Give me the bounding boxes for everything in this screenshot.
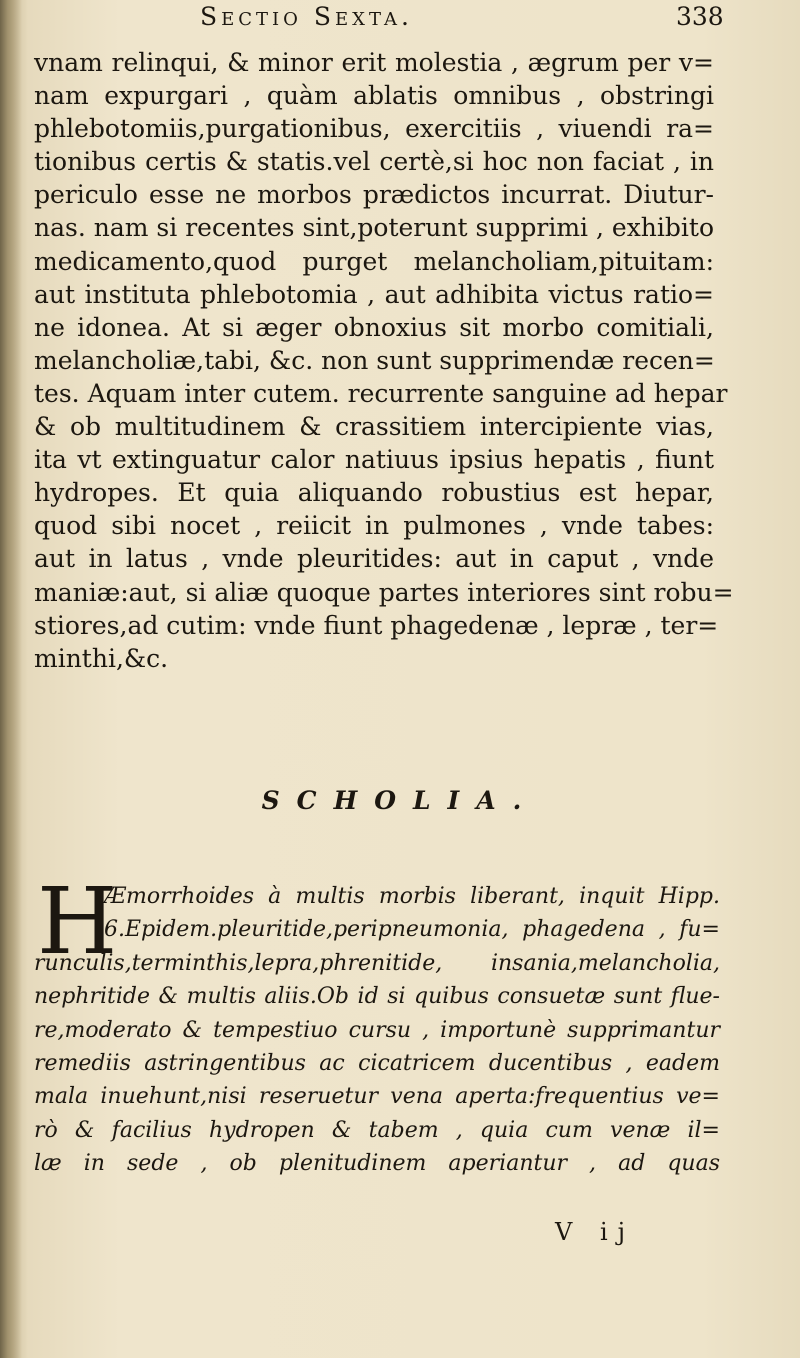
running-head: Sectio Sexta. <box>200 2 413 31</box>
signature-mark: V ij <box>555 1218 636 1246</box>
text-line: melancholiæ,tabi, &c. non sunt supprimendæ recen= <box>34 345 715 375</box>
page-number: 338 <box>676 2 724 31</box>
text-line: nas. nam si recentes sint,poterunt supprimi , exhibito <box>34 213 714 243</box>
scholia-line: nephritide & multis aliis.Ob id si quibus consuetæ sunt flue- <box>34 984 720 1010</box>
page-gutter-shadow <box>0 0 22 1358</box>
text-line: tionibus certis & statis.vel certè,si hoc non faciat , in <box>34 147 714 177</box>
scholia-line: Æmorrhoides à multis morbis liberant, inquit Hipp. <box>104 884 720 909</box>
text-line: aut instituta phlebotomia , aut adhibita victus ratio= <box>34 279 714 309</box>
scholia-heading: SCHOLIA. <box>261 786 539 815</box>
text-line: medicamento,quod purget melancholiam,pituitam: <box>34 246 714 276</box>
text-line: phlebotomiis,purgationibus, exercitiis , viuendi ra= <box>34 114 714 144</box>
drop-cap: H <box>37 868 118 975</box>
text-line: vnam relinqui, & minor erit molestia , ægrum per v= <box>34 48 714 77</box>
text-line: hydropes. Et quia aliquando robustius est hepar, <box>34 478 714 508</box>
scholia-text-block <box>34 868 720 1181</box>
text-line: tes. Aquam inter cutem. recurrente sanguine ad hepar <box>34 378 728 408</box>
scholia-line: rò & facilius hydropen & tabem , quia cum venæ il= <box>34 1117 720 1143</box>
text-line: stiores,ad cutim: vnde fiunt phagedenæ , lepræ , ter= <box>34 610 719 640</box>
main-text-block <box>34 46 734 675</box>
text-line: aut in latus , vnde pleuritides: aut in caput , vnde <box>34 544 714 574</box>
scholia-line: mala inuehunt,nisi reseruetur vena aperta:frequentius ve= <box>34 1084 720 1110</box>
scholia-line: remediis astringentibus ac cicatricem ducentibus , eadem <box>34 1050 720 1076</box>
scholia-line: runculis,terminthis,lepra,phrenitide, insania,melancholia, <box>34 950 720 976</box>
scholia-line: læ in sede , ob plenitudinem aperiantur , ad quas <box>34 1151 720 1177</box>
text-line: maniæ:aut, si aliæ quoque partes interiores sint robu= <box>34 577 734 607</box>
scholia-line: 6.Epidem.pleuritide,peripneumonia, phagedena , fu= <box>104 917 720 943</box>
text-line: ne idonea. At si æger obnoxius sit morbo comitiali, <box>34 312 714 342</box>
text-line: periculo esse ne morbos prædictos incurrat. Diutur- <box>34 180 714 210</box>
text-line: quod sibi nocet , reiicit in pulmones , vnde tabes: <box>34 511 714 541</box>
scholia-line: re,moderato & tempestiuo cursu , importunè supprimantur <box>34 1017 720 1043</box>
text-line: & ob multitudinem & crassitiem intercipiente vias, <box>34 412 714 442</box>
text-line: minthi,&c. <box>34 643 169 673</box>
text-line: ita vt extinguatur calor natiuus ipsius hepatis , fiunt <box>34 445 714 475</box>
text-line: nam expurgari , quàm ablatis omnibus , obstringi <box>34 81 714 111</box>
